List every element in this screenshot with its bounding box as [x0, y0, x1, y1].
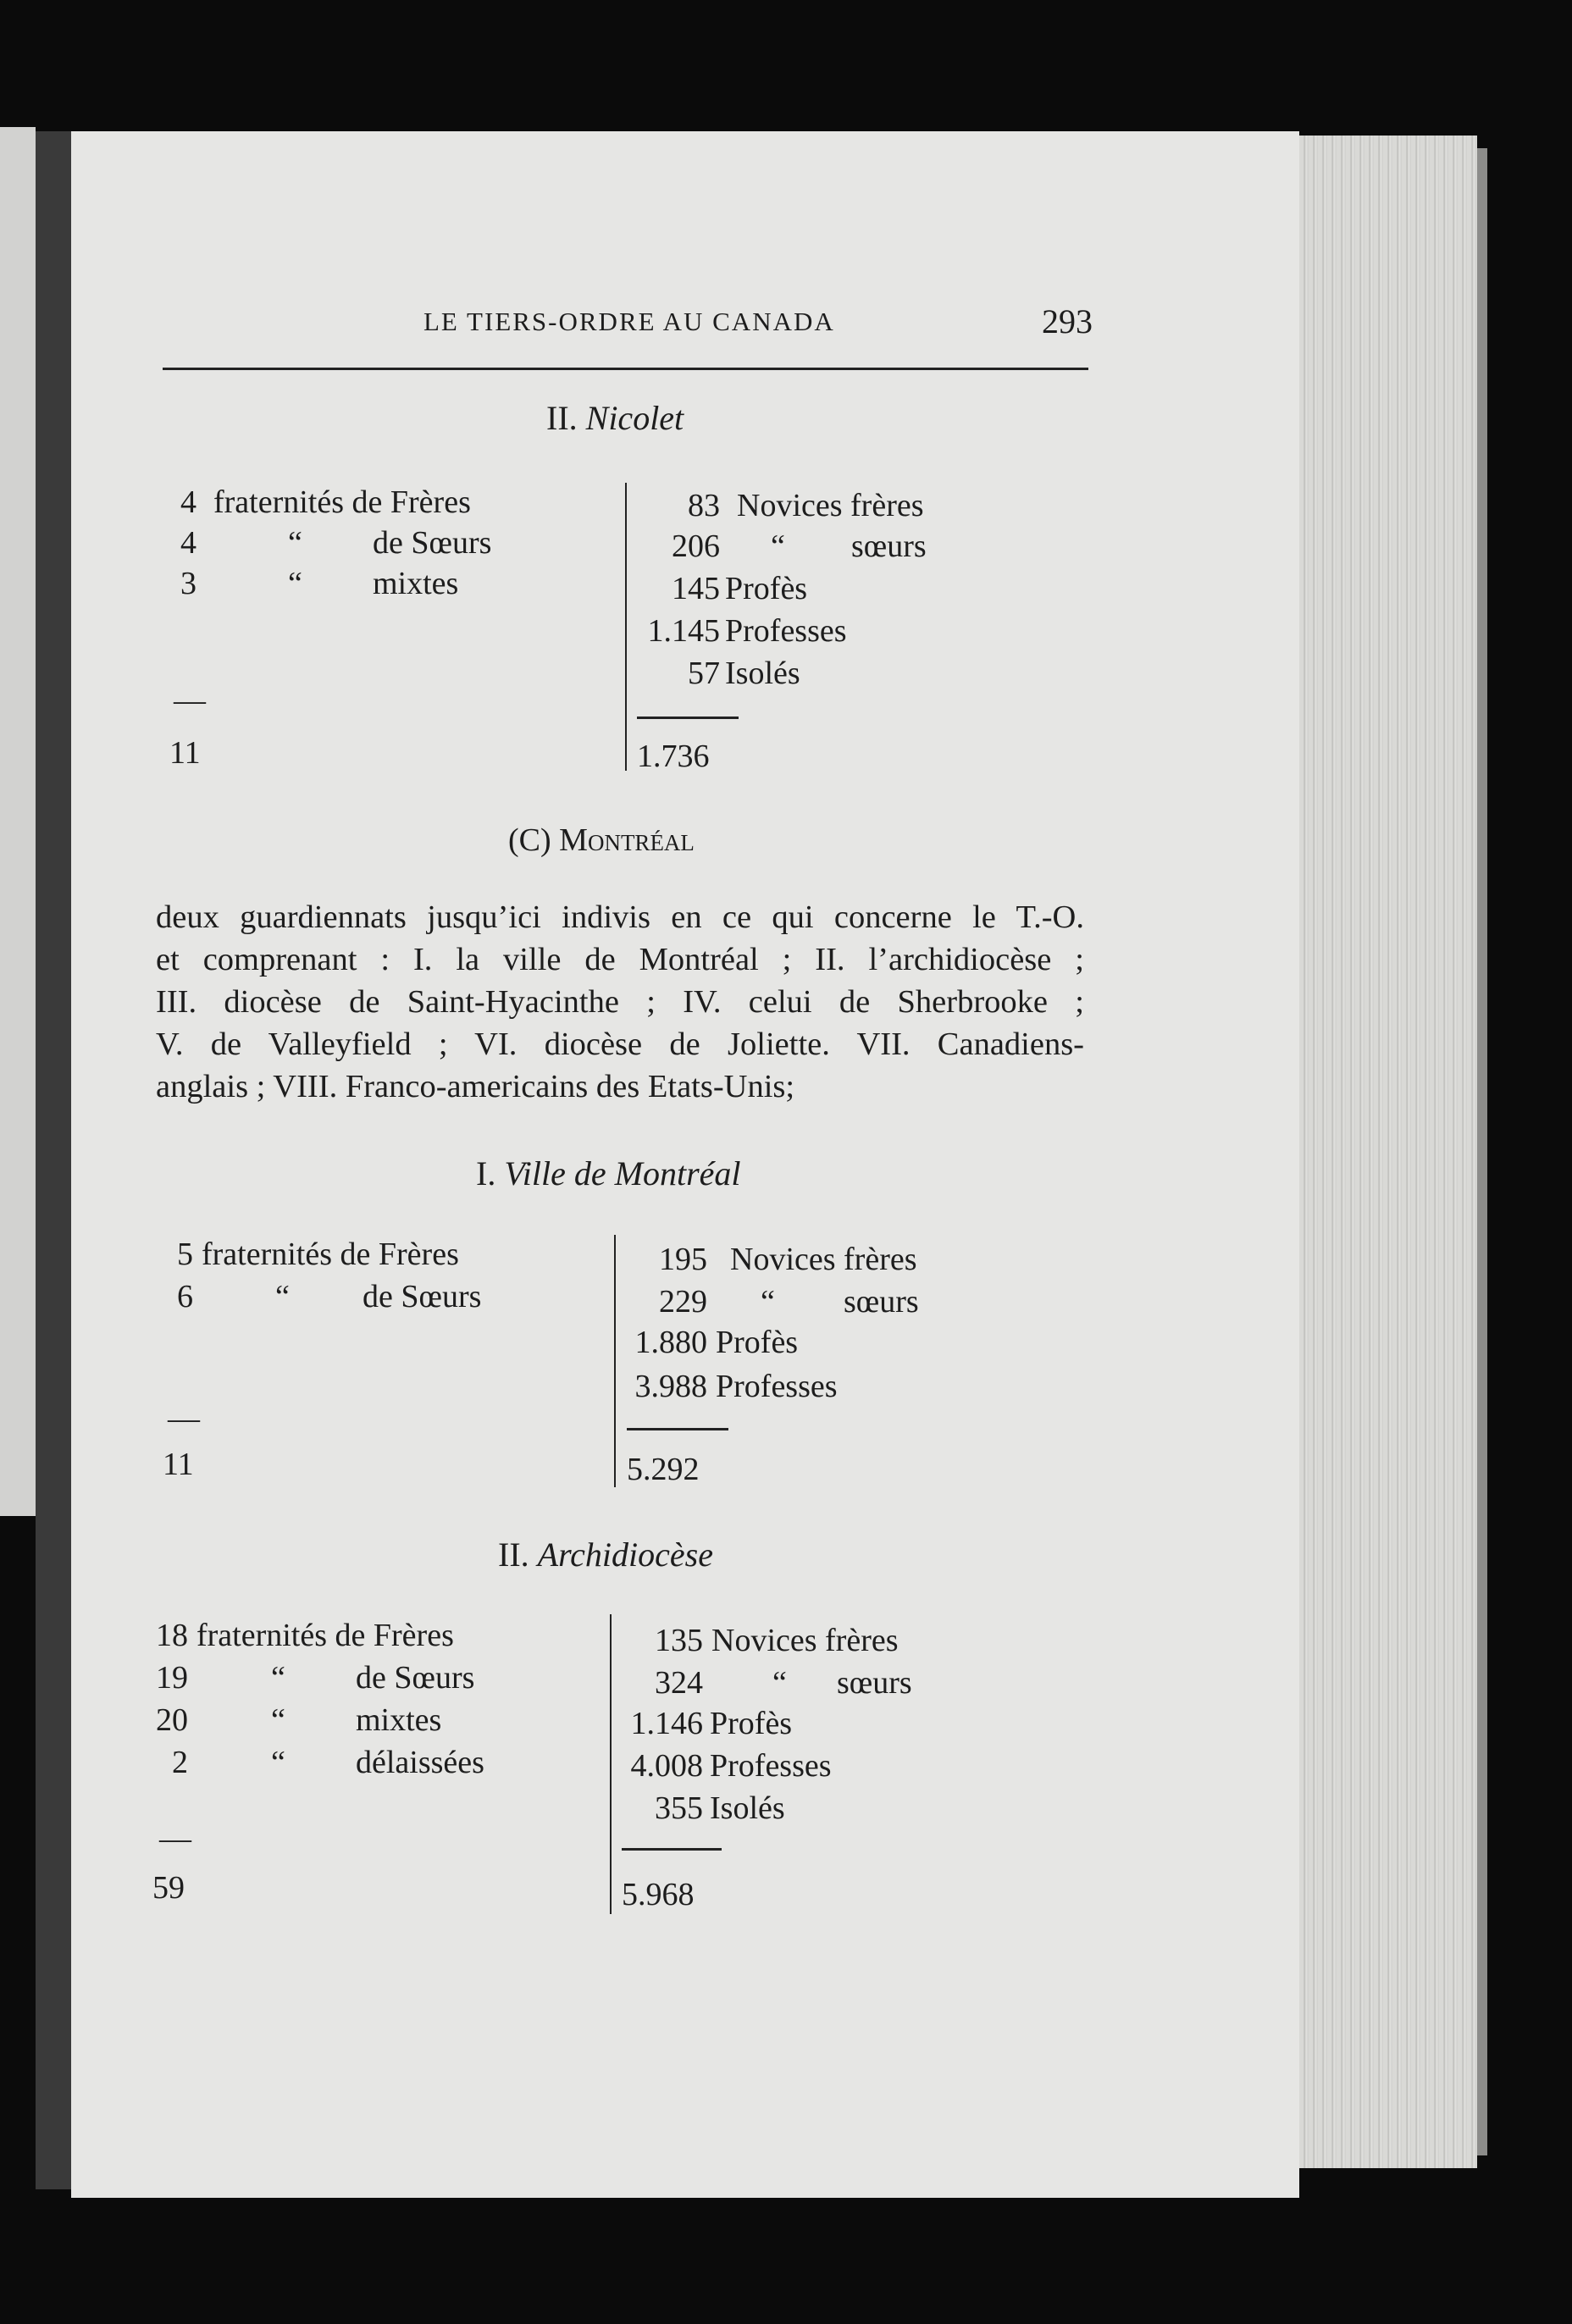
paragraph-line: deux guardiennats jusqu’ici indivis en ce qui concerne le T.-O.	[156, 899, 1084, 935]
section-heading-ville-de-montreal: I. Ville de Montréal	[476, 1154, 741, 1192]
nicolet-right-total: 1.736	[637, 739, 710, 774]
ville-left-dash: —	[168, 1401, 200, 1436]
book-gutter	[36, 131, 71, 2189]
header-rule	[163, 368, 1088, 370]
archi-left-dash: —	[159, 1821, 191, 1856]
paragraph-line: et comprenant : I. la ville de Montréal ; II. l’archidiocèse ;	[156, 942, 1084, 977]
page-number: 293	[1042, 302, 1093, 340]
nicolet-left-dash: —	[174, 683, 206, 718]
facing-page-edge	[0, 127, 36, 1516]
ville-column-divider	[614, 1235, 616, 1487]
archi-left-total: 59	[152, 1870, 185, 1906]
paragraph-line: V. de Valleyfield ; VI. diocèse de Joliette. VII. Canadiens-	[156, 1026, 1084, 1062]
section-heading-montreal: (C) Montréal	[508, 822, 695, 858]
ville-sum-rule	[627, 1428, 728, 1430]
archi-column-divider	[610, 1614, 612, 1914]
archi-sum-rule	[622, 1848, 722, 1851]
nicolet-left-total: 11	[169, 735, 201, 771]
ville-left-total: 11	[163, 1447, 194, 1482]
ville-right-total: 5.292	[627, 1452, 700, 1487]
archi-right-total: 5.968	[622, 1877, 695, 1912]
nicolet-sum-rule	[637, 717, 739, 719]
book-cover-edge	[1477, 148, 1487, 2155]
nicolet-column-divider	[625, 483, 627, 771]
montreal-paragraph	[156, 896, 1084, 1108]
section-heading-nicolet: II. Nicolet	[546, 399, 684, 437]
paragraph-line: III. diocèse de Saint-Hyacinthe ; IV. celui de Sherbrooke ;	[156, 984, 1084, 1020]
paragraph-line: anglais ; VIII. Franco-americains des Etats-Unis;	[156, 1069, 795, 1104]
section-heading-archidiocese: II. Archidiocèse	[498, 1536, 713, 1574]
page-stack-edges	[1299, 136, 1477, 2168]
running-head-title: LE TIERS-ORDRE AU CANADA	[423, 307, 835, 336]
